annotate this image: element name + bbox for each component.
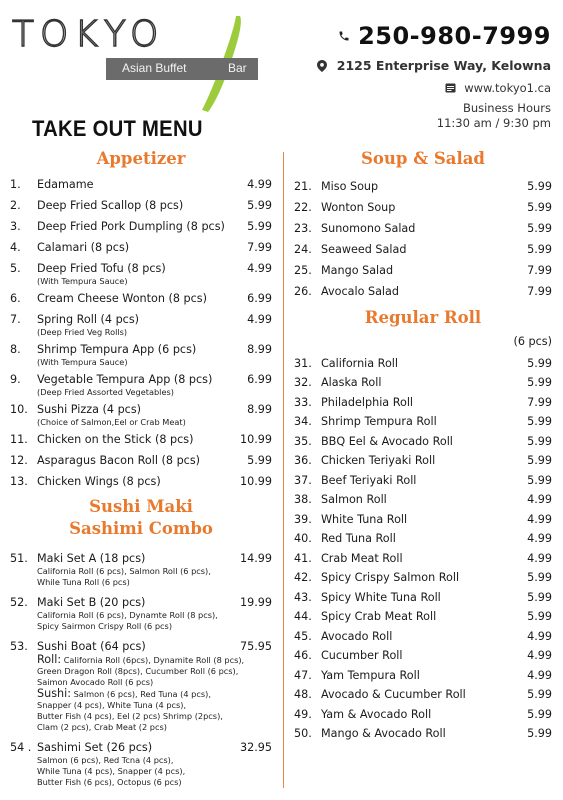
menu-item <box>10 403 272 428</box>
item-number: 24. <box>294 243 312 257</box>
item-name: Avocado Roll <box>321 629 393 643</box>
menu-item <box>294 243 552 257</box>
left-column <box>10 148 272 796</box>
item-name: Philadelphia Roll <box>321 395 414 409</box>
menu-item <box>294 669 552 683</box>
restaurant-logo <box>10 14 272 106</box>
item-name: Maki Set A (18 pcs) <box>37 552 146 565</box>
menu-item <box>10 596 272 632</box>
item-price: 10.99 <box>239 433 272 446</box>
item-price: 32.95 <box>239 741 272 754</box>
item-note: (Deep Fried Assorted Vegetables) <box>37 387 174 397</box>
menu-item <box>10 343 272 368</box>
item-name: Chicken on the Stick (8 pcs) <box>37 433 194 446</box>
item-name: Sushi Boat (64 pcs) <box>37 640 146 653</box>
item-name: Deep Fried Tofu (8 pcs) <box>37 262 166 275</box>
item-name: Sashimi Set (26 pcs) <box>37 741 153 754</box>
menu-item <box>10 199 272 213</box>
item-number: 10. <box>10 403 28 416</box>
item-number: 51. <box>10 552 28 565</box>
item-number: 26. <box>294 285 312 299</box>
section-heading-soup-salad: Soup & Salad <box>361 149 485 168</box>
item-price: 5.99 <box>527 473 552 487</box>
menu-item <box>294 376 552 390</box>
menu-item <box>10 241 272 255</box>
item-price: 7.99 <box>527 285 552 299</box>
item-number: 32. <box>294 376 312 390</box>
item-price: 5.99 <box>527 707 552 721</box>
menu-item <box>10 475 272 489</box>
item-price: 6.99 <box>247 373 272 386</box>
item-price: 4.99 <box>247 313 272 326</box>
item-note: (Deep Fried Veg Rolls) <box>37 327 128 337</box>
item-detail-line: Spicy Sairmon Crispy Roll (6 pcs) <box>37 621 173 631</box>
item-number: 36. <box>294 454 312 468</box>
item-name: Spicy Crab Meat Roll <box>321 610 437 624</box>
menu-item <box>10 454 272 468</box>
item-number: 44. <box>294 610 312 624</box>
item-name: Yam & Avocado Roll <box>321 707 432 721</box>
item-detail-line: Green Dragon Roll (8pcs), Cucumber Roll (6 pcs), <box>37 666 239 676</box>
contact-block <box>317 22 551 130</box>
menu-item <box>10 292 272 306</box>
item-name: Asparagus Bacon Roll (8 pcs) <box>37 454 201 467</box>
menu-item <box>10 178 272 192</box>
item-number: 49. <box>294 707 312 721</box>
item-name: Avocalo Salad <box>321 285 400 299</box>
section-heading-combo-line2: Sashimi Combo <box>69 519 213 538</box>
address-line <box>317 58 551 73</box>
regular-roll-list <box>294 357 552 742</box>
item-number: 50. <box>294 727 312 741</box>
menu-item <box>10 640 272 733</box>
item-number: 35. <box>294 434 312 448</box>
phone-icon <box>338 30 350 42</box>
menu-item <box>294 513 552 527</box>
menu-item <box>294 610 552 624</box>
section-heading-appetizer: Appetizer <box>96 149 186 168</box>
website-link[interactable]: www.tokyo1.ca <box>464 81 551 95</box>
item-name: Shrimp Tempura Roll <box>321 415 437 429</box>
item-number: 21. <box>294 180 312 193</box>
item-name: Chicken Teriyaki Roll <box>321 454 436 468</box>
item-price: 4.99 <box>527 629 552 643</box>
item-name: Avocado & Cucumber Roll <box>321 688 466 702</box>
item-number: 48. <box>294 688 312 702</box>
item-number: 9. <box>10 373 21 386</box>
item-number: 39. <box>294 512 312 526</box>
combo-list <box>10 552 272 788</box>
detail-label-roll: Roll: <box>37 653 62 666</box>
detail-text: California Roll (6pcs), Dynamite Roll (8 pcs), <box>61 655 245 665</box>
item-detail-line <box>37 654 272 666</box>
menu-item <box>10 552 272 588</box>
item-number: 52. <box>10 596 28 609</box>
item-number: 41. <box>294 551 312 565</box>
detail-text: Salmon (6 pcs), Red Tuna (4 pcs), <box>71 689 211 699</box>
item-name: Chicken Wings (8 pcs) <box>37 475 161 488</box>
item-price: 4.99 <box>527 493 552 507</box>
hours-value: 11:30 am / 9:30 pm <box>436 116 551 130</box>
item-name: Spicy Crispy Salmon Roll <box>321 571 460 585</box>
item-name: Cucumber Roll <box>321 649 403 663</box>
phone-line <box>317 22 551 50</box>
page-title: TAKE OUT MENU <box>32 116 203 141</box>
logo-subtitle: Asian Buffet <box>122 61 187 75</box>
section-heading-combo-line1: Sushi Maki <box>89 497 193 516</box>
item-name: Mango & Avocado Roll <box>321 727 446 741</box>
item-price: 5.99 <box>527 590 552 604</box>
menu-item <box>294 222 552 236</box>
item-name: Spicy White Tuna Roll <box>321 590 441 604</box>
menu-item <box>294 285 552 299</box>
item-note: (Choice of Salmon,Eel or Crab Meat) <box>37 417 186 427</box>
item-number: 46. <box>294 649 312 663</box>
column-divider <box>283 152 284 788</box>
item-detail-line: California Roll (6 pcs), Dynamte Roll (8 pcs), <box>37 610 218 620</box>
menu-item <box>294 708 552 722</box>
menu-item <box>294 649 552 663</box>
item-number: 25. <box>294 264 312 278</box>
detail-label-sushi: Sushi: <box>37 687 71 700</box>
menu-item <box>294 688 552 702</box>
item-name: Sushi Pizza (4 pcs) <box>37 403 142 416</box>
item-price: 6.99 <box>247 292 272 305</box>
item-price: 5.99 <box>527 415 552 429</box>
menu-item <box>10 373 272 398</box>
item-number: 38. <box>294 493 312 507</box>
item-price: 4.99 <box>527 512 552 526</box>
item-name: Deep Fried Scallop (8 pcs) <box>37 199 184 212</box>
menu-item <box>294 591 552 605</box>
item-detail-line <box>37 688 272 700</box>
item-number: 1. <box>10 178 21 191</box>
right-column <box>294 148 552 747</box>
item-detail-line: Saimon Avocado Roll (6 pcs) <box>37 677 154 687</box>
item-note: (With Tempura Sauce) <box>37 357 128 367</box>
item-name: Vegetable Tempura App (8 pcs) <box>37 373 213 386</box>
menu-item <box>294 630 552 644</box>
item-name: Yam Tempura Roll <box>321 668 420 682</box>
item-price: 4.99 <box>527 668 552 682</box>
item-number: 31. <box>294 356 312 370</box>
soup-salad-list <box>294 180 552 299</box>
item-detail-line: Salmon (6 pcs), Red Tcna (4 pcs), <box>37 755 174 765</box>
menu-item <box>10 741 272 788</box>
item-name: Red Tuna Roll <box>321 532 396 546</box>
menu-item <box>294 493 552 507</box>
item-name: Spring Roll (4 pcs) <box>37 313 140 326</box>
item-price: 4.99 <box>527 551 552 565</box>
item-number: 3. <box>10 220 21 233</box>
menu-item <box>294 552 552 566</box>
item-price: 5.99 <box>527 222 552 236</box>
menu-item <box>294 415 552 429</box>
item-price: 75.95 <box>239 640 272 653</box>
item-price: 10.99 <box>239 475 272 488</box>
menu-item <box>10 433 272 447</box>
item-price: 5.99 <box>527 610 552 624</box>
item-price: 19.99 <box>239 596 272 609</box>
web-icon <box>445 83 456 93</box>
item-price: 5.99 <box>527 571 552 585</box>
item-number: 47. <box>294 668 312 682</box>
roll-piece-count: (6 pcs) <box>513 334 552 348</box>
item-price: 7.99 <box>247 241 272 254</box>
menu-item <box>294 180 552 194</box>
menu-item <box>294 357 552 371</box>
item-detail-line: Snapper (4 pcs), White Tuna (4 pcs), <box>37 700 187 710</box>
menu-item <box>294 396 552 410</box>
item-number: 13. <box>10 475 28 488</box>
item-detail-line: Butter Fish (6 pcs), Octopus (6 pcs) <box>37 777 182 787</box>
phone-number[interactable]: 250-980-7999 <box>358 22 551 50</box>
item-name: Seaweed Salad <box>321 243 407 257</box>
logo-bar-word: Bar <box>228 61 247 75</box>
item-number: 22. <box>294 201 312 215</box>
menu-item <box>294 571 552 585</box>
item-name: Edamame <box>37 178 94 191</box>
item-price: 4.99 <box>247 178 272 191</box>
item-price: 5.99 <box>527 201 552 215</box>
item-name: Cream Cheese Wonton (8 pcs) <box>37 292 207 305</box>
item-number: 54 . <box>10 741 32 754</box>
item-price: 5.99 <box>527 243 552 257</box>
item-name: White Tuna Roll <box>321 512 408 526</box>
menu-item <box>10 313 272 338</box>
item-price: 4.99 <box>527 649 552 663</box>
item-number: 45. <box>294 629 312 643</box>
item-name: Salmon Roll <box>321 493 387 507</box>
menu-item <box>294 264 552 278</box>
item-number: 37. <box>294 473 312 487</box>
website-line <box>317 81 551 95</box>
item-price: 5.99 <box>247 199 272 212</box>
item-number: 43. <box>294 590 312 604</box>
item-name: Wonton Soup <box>321 201 396 215</box>
item-number: 4. <box>10 241 21 254</box>
menu-item <box>294 454 552 468</box>
menu-item <box>294 727 552 741</box>
logo-word: TOKYO <box>12 14 165 55</box>
menu-item <box>294 474 552 488</box>
item-number: 8. <box>10 343 21 356</box>
item-detail-line: While Tuna Roll (6 pcs) <box>37 577 130 587</box>
item-number: 12. <box>10 454 28 467</box>
hours-title: Business Hours <box>462 101 551 115</box>
item-price: 7.99 <box>527 395 552 409</box>
item-price: 14.99 <box>239 552 272 565</box>
item-detail-line: Clam (2 pcs), Crab Meat (2 pcs) <box>37 722 167 732</box>
item-note: (With Tempura Sauce) <box>37 276 128 286</box>
item-detail-line: While Tuna (4 pcs), Snapper (4 pcs), <box>37 766 186 776</box>
item-name: Beef Teriyaki Roll <box>321 473 417 487</box>
item-name: California Roll <box>321 356 399 370</box>
item-name: Calamari (8 pcs) <box>37 241 130 254</box>
item-price: 4.99 <box>527 532 552 546</box>
item-price: 5.99 <box>527 180 552 193</box>
item-price: 8.99 <box>247 343 272 356</box>
location-pin-icon <box>317 60 327 72</box>
item-name: Deep Fried Pork Dumpling (8 pcs) <box>37 220 225 233</box>
item-price: 5.99 <box>527 688 552 702</box>
appetizer-list <box>10 178 272 489</box>
item-name: Sunomono Salad <box>321 222 416 236</box>
item-number: 40. <box>294 532 312 546</box>
item-price: 4.99 <box>247 262 272 275</box>
item-price: 5.99 <box>247 454 272 467</box>
item-number: 53. <box>10 640 28 653</box>
item-name: Mango Salad <box>321 264 394 278</box>
item-price: 5.99 <box>527 356 552 370</box>
item-number: 6. <box>10 292 21 305</box>
item-name: Maki Set B (20 pcs) <box>37 596 146 609</box>
address-text: 2125 Enterprise Way, Kelowna <box>336 58 551 73</box>
item-detail-line: California Roll (6 pcs), Salmon Roll (6 pcs), <box>37 566 211 576</box>
item-price: 5.99 <box>527 376 552 390</box>
section-heading-regular-roll: Regular Roll <box>364 307 482 327</box>
item-number: 7. <box>10 313 21 326</box>
item-number: 11. <box>10 433 28 446</box>
menu-item <box>10 220 272 234</box>
item-price: 8.99 <box>247 403 272 416</box>
item-name: Crab Meat Roll <box>321 551 403 565</box>
menu-item <box>10 262 272 287</box>
item-price: 5.99 <box>527 434 552 448</box>
menu-item <box>294 435 552 449</box>
item-name: Alaska Roll <box>321 376 382 390</box>
item-number: 42. <box>294 571 312 585</box>
item-number: 5. <box>10 262 21 275</box>
item-detail-line: Butter Fish (4 pcs), Eel (2 pcs) Shrimp (2pcs), <box>37 711 223 721</box>
item-name: Shrimp Tempura App (6 pcs) <box>37 343 197 356</box>
item-price: 5.99 <box>527 727 552 741</box>
item-name: Miso Soup <box>321 180 379 193</box>
item-number: 23. <box>294 222 312 236</box>
item-number: 34. <box>294 415 312 429</box>
item-name: BBQ Eel & Avocado Roll <box>321 434 453 448</box>
item-price: 5.99 <box>247 220 272 233</box>
item-number: 33. <box>294 395 312 409</box>
item-number: 2. <box>10 199 21 212</box>
item-price: 5.99 <box>527 454 552 468</box>
menu-item <box>294 532 552 546</box>
menu-item <box>294 201 552 215</box>
item-price: 7.99 <box>527 264 552 278</box>
